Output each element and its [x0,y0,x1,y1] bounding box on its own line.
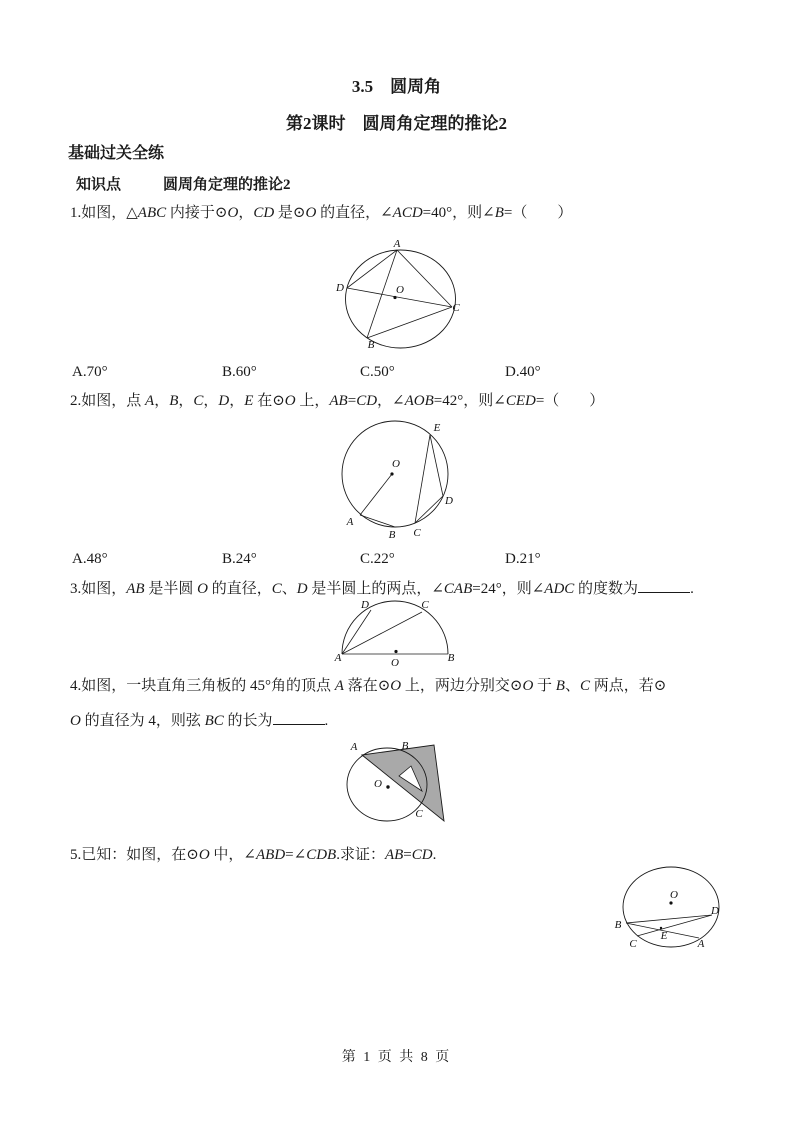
fig3-label-c: C [421,599,429,611]
knowledge-point-title: 圆周角定理的推论2 [163,177,291,193]
fig1-label-a: A [393,238,401,250]
q3-answer-blank [638,578,690,593]
q2-option-d: D.21° [505,551,541,567]
fig5-label-e: E [660,930,668,942]
fig4-label-b: B [401,740,409,752]
page-number: 第 1 页 共 8 页 [341,1050,452,1065]
question-1-figure [335,238,465,352]
question-5-text: 5.已知：如图，在⊙O 中，∠ABD=∠CDB.求证：AB=CD. [70,847,437,863]
fig1-circle [346,250,456,348]
fig3-label-a: A [334,652,342,664]
fig3-label-d: D [361,599,369,611]
question-4-text-line2 [70,710,738,733]
question-3-figure [334,597,459,670]
fig5-circle [623,867,719,947]
fig2-label-b: B [388,529,396,541]
question-1-text: 1.如图，△ABC 内接于⊙O，CD 是⊙O 的直径，∠ACD=40°，则∠B=（ ） [70,205,573,221]
fig2-label-a: A [346,516,354,528]
fig1-label-d: D [336,282,344,294]
fig5-label-c: C [629,938,637,950]
fig2-circle [342,421,448,527]
fig1-label-b: B [367,339,375,351]
knowledge-point-line [76,173,291,194]
question-4-text-line1: 4.如图，一块直角三角板的 45°角的顶点 A 落在⊙O 上，两边分别交⊙O 于 B、C 两点，若⊙ [70,678,667,694]
knowledge-point-label: 知识点 [76,177,122,193]
fig1-label-c: C [452,302,460,314]
q4-text-suffix: . [324,713,329,729]
fig5-center-dot [669,901,672,904]
fig5-label-d: D [711,905,719,917]
q3-text-suffix: . [690,581,694,597]
fig4-label-a: A [350,741,358,753]
fig1-center-dot [393,296,396,299]
q1-option-d: D.40° [505,364,541,380]
q3-text-body: 3.如图，AB 是半圆 O 的直径，C、D 是半圆上的两点，∠CAB=24°，则∠ADC 的度数为 [70,581,639,597]
question-5-figure [613,862,735,954]
page-title: 3.5 圆周角 [351,77,442,96]
fig2-label-e: E [433,422,441,434]
question-2-text: 2.如图，点 A，B，C，D，E 在⊙O 上，AB=CD，∠AOB=42°，则∠CED=（ ） [70,393,605,409]
section-heading: 基础过关全练 [68,145,165,162]
q2-option-c: C.22° [360,551,395,567]
page-subtitle: 第2课时 圆周角定理的推论2 [286,114,507,133]
question-2-figure [330,417,455,539]
fig4-center-dot [386,785,389,788]
q2-option-b: B.24° [222,551,257,567]
fig2-center-dot [390,472,393,475]
fig2-label-d: D [445,495,453,507]
q4-answer-blank [273,710,325,725]
fig5-label-b: B [614,919,622,931]
question-4-figure [340,737,455,829]
fig3-label-o: O [391,657,399,669]
q2-option-a: A.48° [72,551,108,567]
fig4-label-o: O [374,778,382,790]
fig4-label-c: C [415,808,423,820]
fig5-chords [626,915,712,938]
fig1-label-o: O [396,284,404,296]
fig5-label-a: A [697,938,705,950]
q1-option-b: B.60° [222,364,257,380]
fig5-label-o: O [670,889,678,901]
fig2-label-c: C [413,527,421,539]
q4-text-body: O 的直径为 4，则弦 BC 的长为 [70,713,273,729]
fig5-point-e-dot [660,927,662,929]
q1-option-c: C.50° [360,364,395,380]
fig3-label-b: B [447,652,455,664]
q1-option-a: A.70° [72,364,108,380]
fig3-center-dot [394,650,397,653]
fig2-label-o: O [392,458,400,470]
